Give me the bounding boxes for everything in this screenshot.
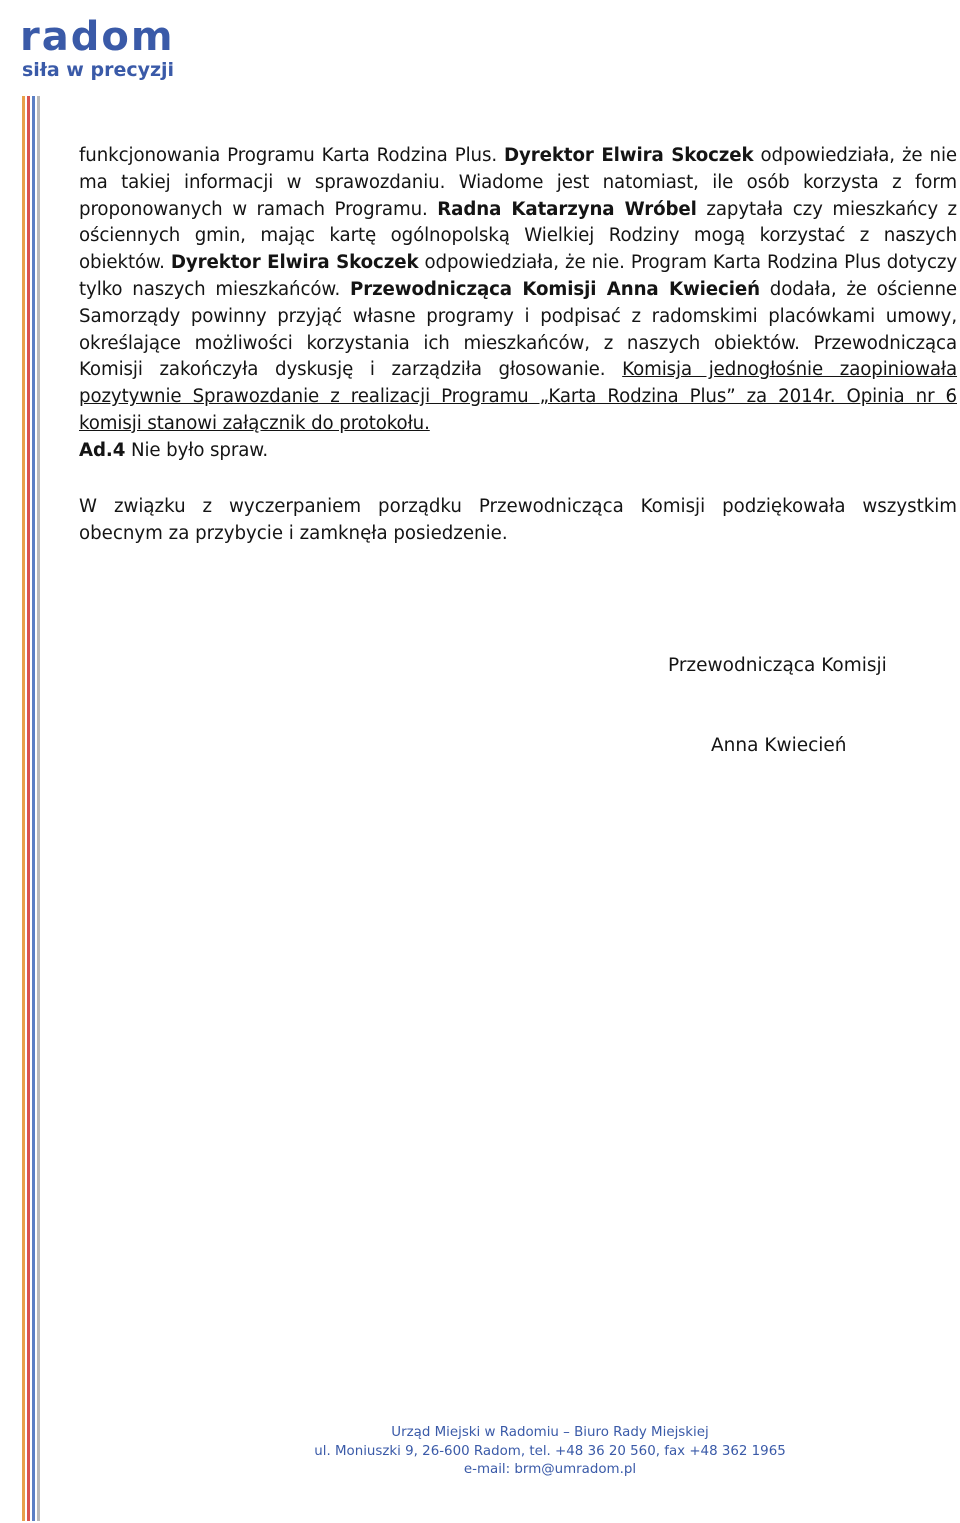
footer-email: e-mail: brm@umradom.pl — [463, 1462, 637, 1477]
text-span: zapytała czy mieszkańcy z ościennych gmin, mając kartę ogólnopolską Wielkiej Rodziny mogą korzystać z naszych obiektów. — [79, 198, 958, 274]
logo-word: radom — [20, 14, 175, 60]
text-span: odpowiedziała, że nie. Program Karta Rodzina Plus dotyczy tylko naszych mieszkańców. — [79, 252, 957, 300]
closing-paragraph: W związku z wyczerpaniem porządku Przewodnicząca Komisji podziękowała wszystkim obecnym za przybycie i zamknęła posiedzenie. — [79, 496, 957, 544]
radom-logo — [18, 14, 218, 84]
text-span: funkcjonowania Programu Karta Rodzina Plus. — [79, 145, 505, 166]
text-span: dodała, że ościenne Samorządy powinny przyjąć własne programy i podpisać z radomskimi placówkami umowy, określające możliwości korzystania ich mieszkańców, z naszych obiektów. Przewodnicząca Komisji zakończyła dyskusję i zarządziła głosowanie. — [79, 278, 957, 381]
main-paragraph — [79, 143, 957, 465]
speaker-name: Radna Katarzyna Wróbel — [437, 198, 697, 220]
side-stripes — [22, 96, 44, 1521]
page-footer — [290, 1424, 810, 1480]
speaker-name: Dyrektor Elwira Skoczek — [170, 252, 419, 274]
speaker-name: Dyrektor Elwira Skoczek — [504, 145, 754, 166]
speaker-name: Przewodnicząca Komisji Anna Kwiecień — [349, 278, 760, 300]
footer-address: ul. Moniuszki 9, 26-600 Radom, tel. +48 36 20 560, fax +48 362 1965 — [314, 1443, 786, 1459]
signature-name: Anna Kwiecień — [711, 735, 847, 756]
resolution-text: Komisja jednogłośnie zaopiniowała pozytywnie Sprawozdanie z realizacji Programu „Karta Rodzina Plus” za 2014r. Opinia nr 6 komisji stanowi załącznik do protokołu. — [79, 359, 958, 434]
logo-tagline: siła w precyzji — [22, 59, 175, 81]
signature-title: Przewodnicząca Komisji — [668, 655, 887, 676]
agenda-item-label: Ad.4 — [79, 439, 126, 461]
agenda-item-text: Nie było spraw. — [125, 439, 269, 461]
footer-office: Urząd Miejski w Radomiu – Biuro Rady Miejskiej — [391, 1425, 709, 1440]
text-span: odpowiedziała, że nie ma takiej informacji w sprawozdaniu. Wiadome jest natomiast, ile osób korzysta z form proponowanych w ramach Programu. — [79, 145, 957, 220]
